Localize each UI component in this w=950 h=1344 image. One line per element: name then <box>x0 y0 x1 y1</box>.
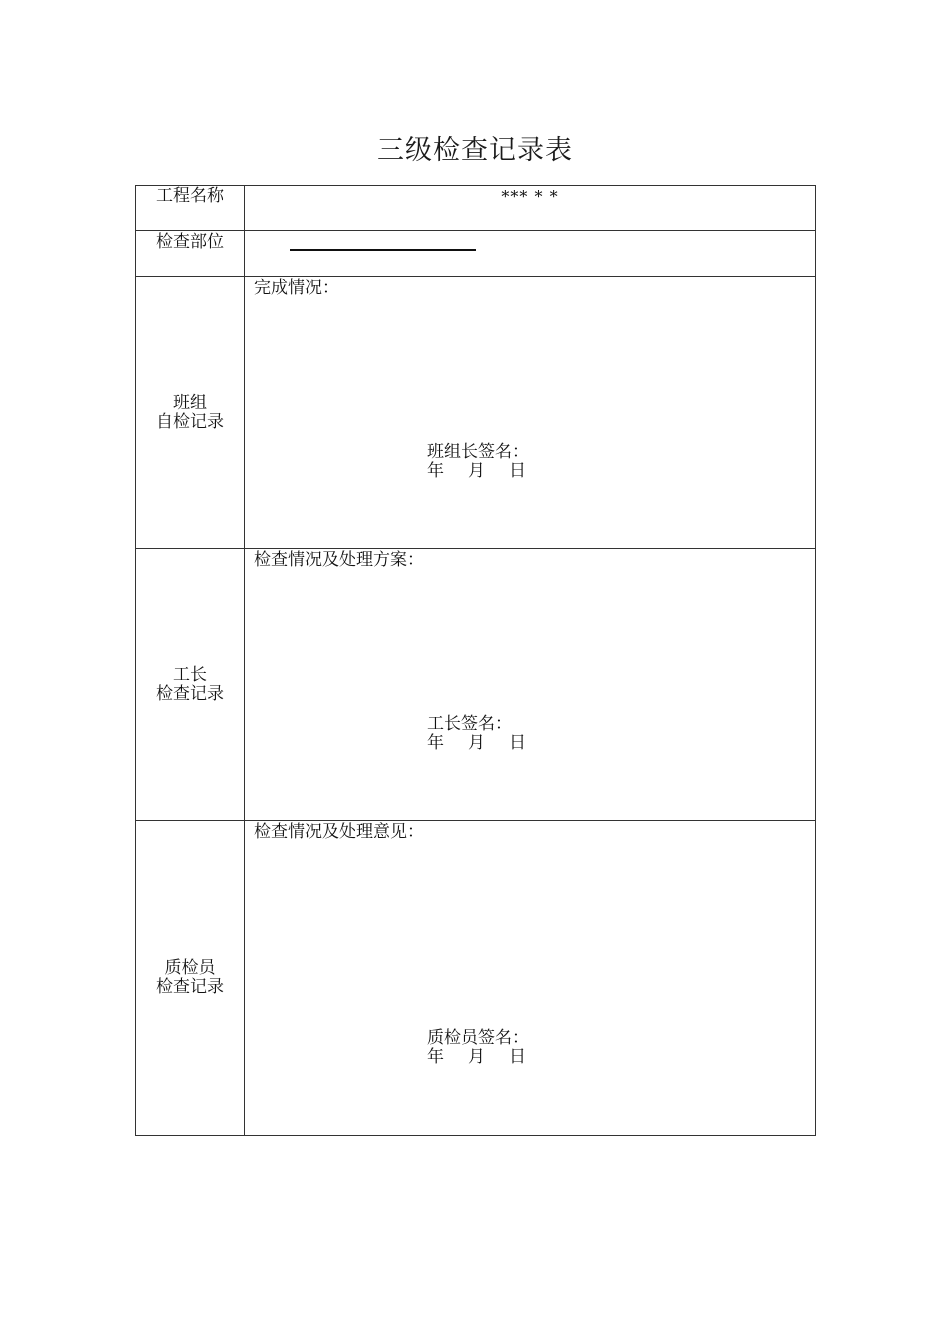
team-self-check-row <box>136 276 815 548</box>
inspection-location-label: 检查部位 <box>136 231 245 276</box>
inspector-check-row <box>136 820 815 1135</box>
project-name-value: *** * * <box>501 187 559 206</box>
project-name-label: 工程名称 <box>136 186 245 230</box>
team-date-line <box>427 462 526 481</box>
team-date-day: 日 <box>509 461 526 481</box>
inspection-location-cell[interactable] <box>245 231 815 276</box>
foreman-check-row <box>136 548 815 820</box>
inspector-date-line <box>427 1048 526 1067</box>
page-title: 三级检查记录表 <box>377 135 573 166</box>
foreman-date-day: 日 <box>509 733 526 753</box>
foreman-signature-label: 工长签名： <box>427 714 512 734</box>
team-date-year: 年 <box>427 461 444 481</box>
inspector-date-year: 年 <box>427 1047 444 1067</box>
inspector-date-day: 日 <box>509 1047 526 1067</box>
foreman-date-month: 月 <box>468 733 485 753</box>
project-name-row <box>136 186 815 230</box>
team-label-line1: 班组 <box>173 392 207 413</box>
team-self-check-label <box>136 277 245 548</box>
inspector-label-line1: 质检员 <box>164 958 216 978</box>
foreman-check-cell[interactable] <box>245 549 815 820</box>
location-blank-line <box>290 249 476 251</box>
team-leader-signature-label: 班组长签名： <box>427 442 529 462</box>
inspector-prompt: 检查情况及处理意见： <box>254 822 424 842</box>
inspector-check-label <box>136 821 245 1135</box>
foreman-date-line <box>427 734 526 753</box>
foreman-prompt: 检查情况及处理方案： <box>254 550 424 570</box>
team-completion-prompt: 完成情况： <box>254 278 339 298</box>
foreman-label-line1: 工长 <box>173 664 207 685</box>
team-label-line2: 自检记录 <box>156 411 224 432</box>
project-name-cell[interactable] <box>245 186 815 230</box>
inspection-record-table <box>135 185 816 1136</box>
inspector-label-line2: 检查记录 <box>156 977 224 997</box>
team-self-check-cell[interactable] <box>245 277 815 548</box>
inspector-check-cell[interactable] <box>245 821 815 1135</box>
foreman-date-year: 年 <box>427 733 444 753</box>
inspector-date-month: 月 <box>468 1047 485 1067</box>
foreman-label-line2: 检查记录 <box>156 683 224 704</box>
foreman-check-label <box>136 549 245 820</box>
inspector-signature-label: 质检员签名： <box>427 1028 529 1048</box>
team-date-month: 月 <box>468 461 485 481</box>
inspection-location-row <box>136 230 815 276</box>
